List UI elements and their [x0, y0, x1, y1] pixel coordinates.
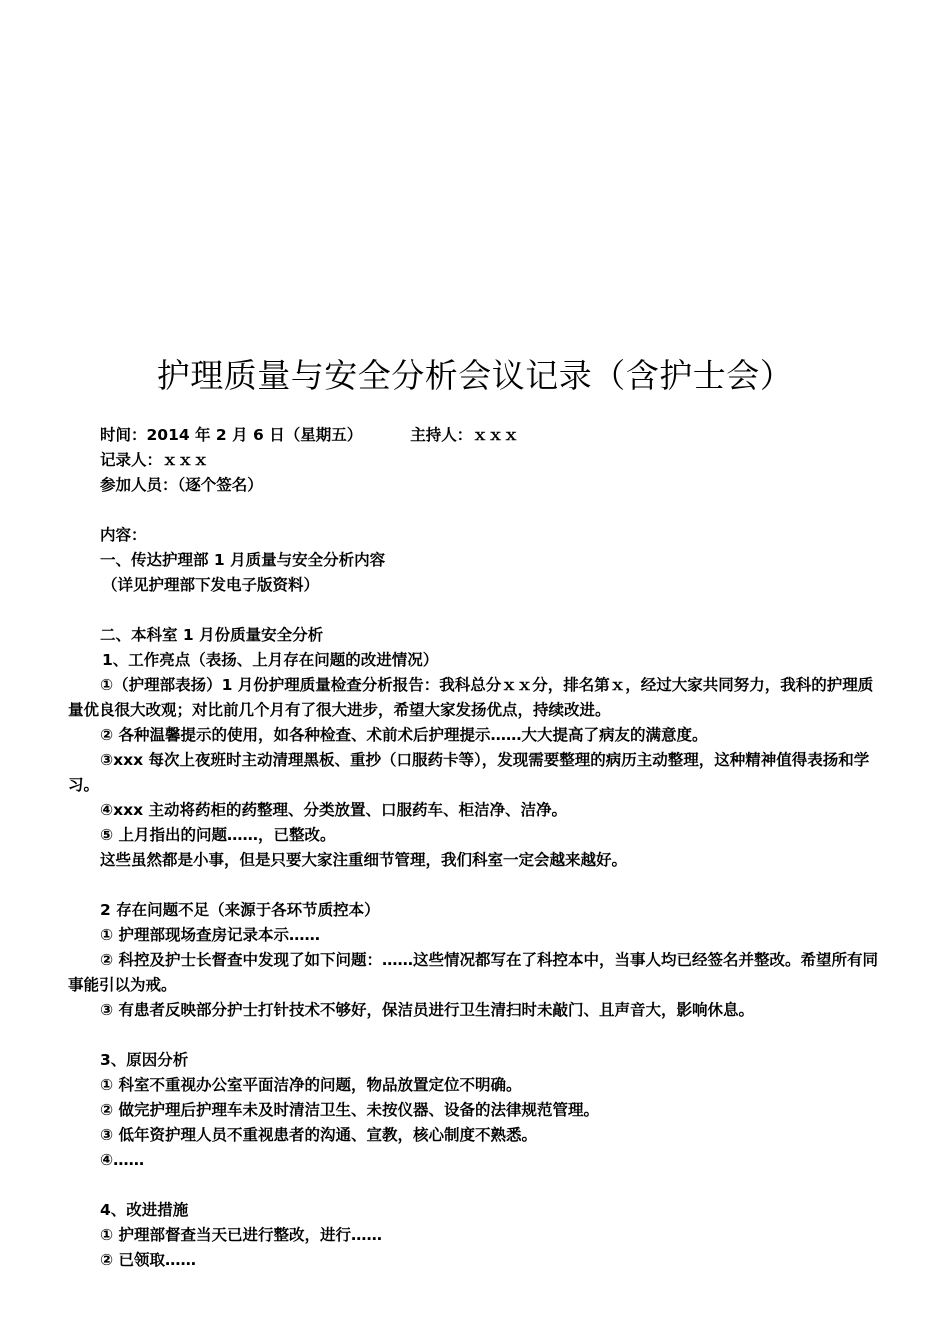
highlights-summary: 这些虽然都是小事，但是只要大家注重细节管理，我们科室一定会越来越好。 — [100, 851, 628, 869]
cause-item: ③ 低年资护理人员不重视患者的沟通、宣教，核心制度不熟悉。 — [100, 1126, 538, 1144]
meeting-attendees: 参加人员：（逐个签名） — [100, 476, 263, 494]
problem-item: ③ 有患者反映部分护士打针技术不够好，保洁员进行卫生清扫时未敲门、且声音大，影响休息。 — [100, 1001, 755, 1019]
highlight-item: ⑤ 上月指出的问题……，已整改。 — [100, 826, 336, 844]
blank-line — [68, 1023, 888, 1048]
problem-item: ① 护理部现场查房记录本示…… — [100, 926, 321, 944]
improvement-heading: 4、改进措施 — [100, 1201, 189, 1219]
cause-analysis-heading: 3、原因分析 — [100, 1051, 189, 1069]
highlights-heading: 1、工作亮点（表扬、上月存在问题的改进情况） — [102, 651, 439, 669]
section1-note: （详见护理部下发电子版资料） — [102, 576, 320, 594]
blank-line — [68, 498, 888, 523]
document-body — [68, 423, 888, 1273]
meeting-recorder: 记录人：ｘｘｘ — [100, 451, 209, 469]
blank-line — [68, 1173, 888, 1198]
content-label: 内容： — [100, 526, 147, 544]
cause-item: ② 做完护理后护理车未及时清洁卫生、未按仪器、设备的法律规范管理。 — [100, 1101, 600, 1119]
problems-heading: 2 存在问题不足（来源于各环节质控本） — [100, 901, 380, 919]
highlight-item: ③xxx 每次上夜班时主动清理黑板、重抄（口服药卡等），发现需要整理的病历主动整理，这种精神值得表扬和学习。 — [68, 751, 870, 794]
meeting-time-row — [68, 423, 888, 448]
improvement-item: ① 护理部督查当天已进行整改，进行…… — [100, 1226, 383, 1244]
highlight-item: ①（护理部表扬）1 月份护理质量检查分析报告：我科总分ｘｘ分，排名第ｘ，经过大家共同努力，我科的护理质量优良很大改观；对比前几个月有了很大进步，希望大家发扬优点，持续改进。 — [68, 676, 874, 719]
cause-item: ① 科室不重视办公室平面洁净的问题，物品放置定位不明确。 — [100, 1076, 522, 1094]
section2-heading: 二、本科室 1 月份质量安全分析 — [100, 626, 324, 644]
problem-item: ② 科控及护士长督查中发现了如下问题：……这些情况都写在了科控本中，当事人均已经签名并整改。希望所有同事能引以为戒。 — [68, 951, 879, 994]
section1-heading: 一、传达护理部 1 月质量与安全分析内容 — [100, 551, 386, 569]
improvement-item: ② 已领取…… — [100, 1251, 197, 1269]
highlight-item: ④xxx 主动将药柜的药整理、分类放置、口服药车、柜洁净、洁净。 — [100, 801, 568, 819]
cause-item: ④…… — [100, 1151, 145, 1169]
meeting-time: 时间：2014 年 2 月 6 日（星期五） — [100, 426, 363, 444]
blank-line — [68, 598, 888, 623]
highlight-item: ② 各种温馨提示的使用，如各种检查、术前术后护理提示……大大提高了病友的满意度。 — [100, 726, 708, 744]
document-title: 护理质量与安全分析会议记录（含护士会） — [156, 356, 794, 395]
blank-line — [68, 873, 888, 898]
meeting-host: 主持人：ｘｘｘ — [410, 426, 519, 444]
